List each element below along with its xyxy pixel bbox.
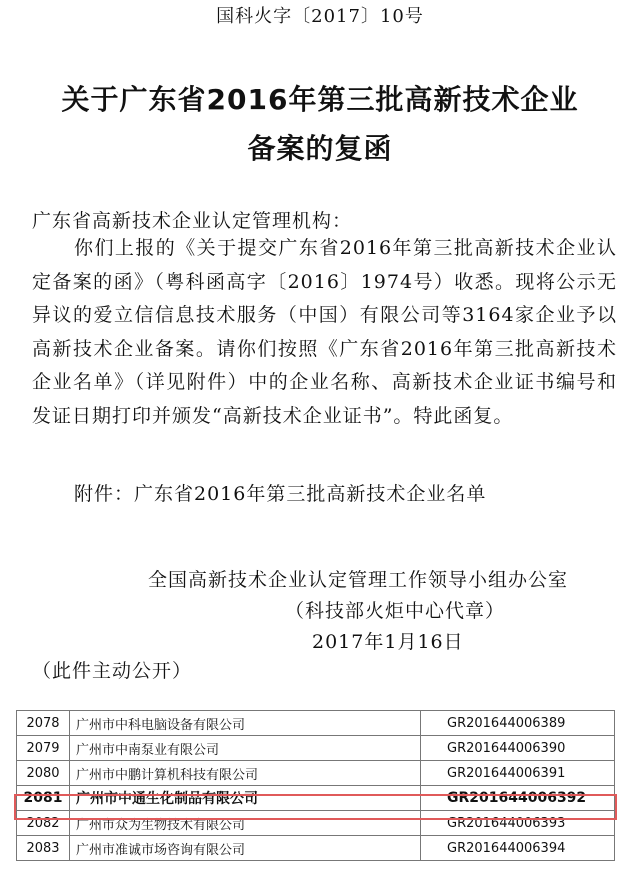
table-row [17,786,615,811]
row-number: 2083 [17,836,70,861]
table-row [17,811,615,836]
certificate-number: GR201644006391 [421,761,615,786]
page-title-line-2: 备案的复函 [247,132,393,165]
table-row [17,836,615,861]
public-disclosure-note: （此件主动公开） [32,660,193,682]
company-name: 广州市中鹏计算机科技有限公司 [70,761,421,786]
row-number: 2082 [17,811,70,836]
certificate-number: GR201644006393 [421,811,615,836]
company-name: 广州市中南泵业有限公司 [70,736,421,761]
table-row [17,711,615,736]
company-table [16,710,615,861]
row-number: 2078 [17,711,70,736]
company-name: 广州市中通生化制品有限公司 [70,786,421,811]
certificate-number: GR201644006392 [421,786,615,811]
signature-seal-note: （科技部火炬中心代章） [285,600,506,622]
attachment-line: 附件：广东省2016年第三批高新技术企业名单 [74,483,487,505]
row-number: 2079 [17,736,70,761]
company-name: 广州市众为生物技术有限公司 [70,811,421,836]
addressee: 广东省高新技术企业认定管理机构： [32,210,353,232]
table-row [17,761,615,786]
signature-date: 2017年1月16日 [312,631,464,653]
row-number: 2081 [17,786,70,811]
body-paragraph: 你们上报的《关于提交广东省2016年第三批高新技术企业认定备案的函》（粤科函高字〔2016〕1974号）收悉。现将公示无异议的爱立信信息技术服务（中国）有限公司等3164家企业予以高新技术企业备案。请你们按照《广东省2016年第三批高新技术企业名单》（详见附件）中的企业名称、高新技术企业证书编号和发证日期打印并颁发“高新技术企业证书”。特此函复。 [32,237,617,427]
company-name: 广州市中科电脑设备有限公司 [70,711,421,736]
certificate-number: GR201644006390 [421,736,615,761]
certificate-number: GR201644006389 [421,711,615,736]
signature-organization: 全国高新技术企业认定管理工作领导小组办公室 [148,569,569,591]
company-name: 广州市准诚市场咨询有限公司 [70,836,421,861]
doc-number: 国科火字〔2017〕10号 [216,6,424,27]
company-table-excerpt [0,706,640,891]
table-row [17,736,615,761]
row-number: 2080 [17,761,70,786]
page-title-line-1: 关于广东省2016年第三批高新技术企业 [61,83,579,116]
certificate-number: GR201644006394 [421,836,615,861]
